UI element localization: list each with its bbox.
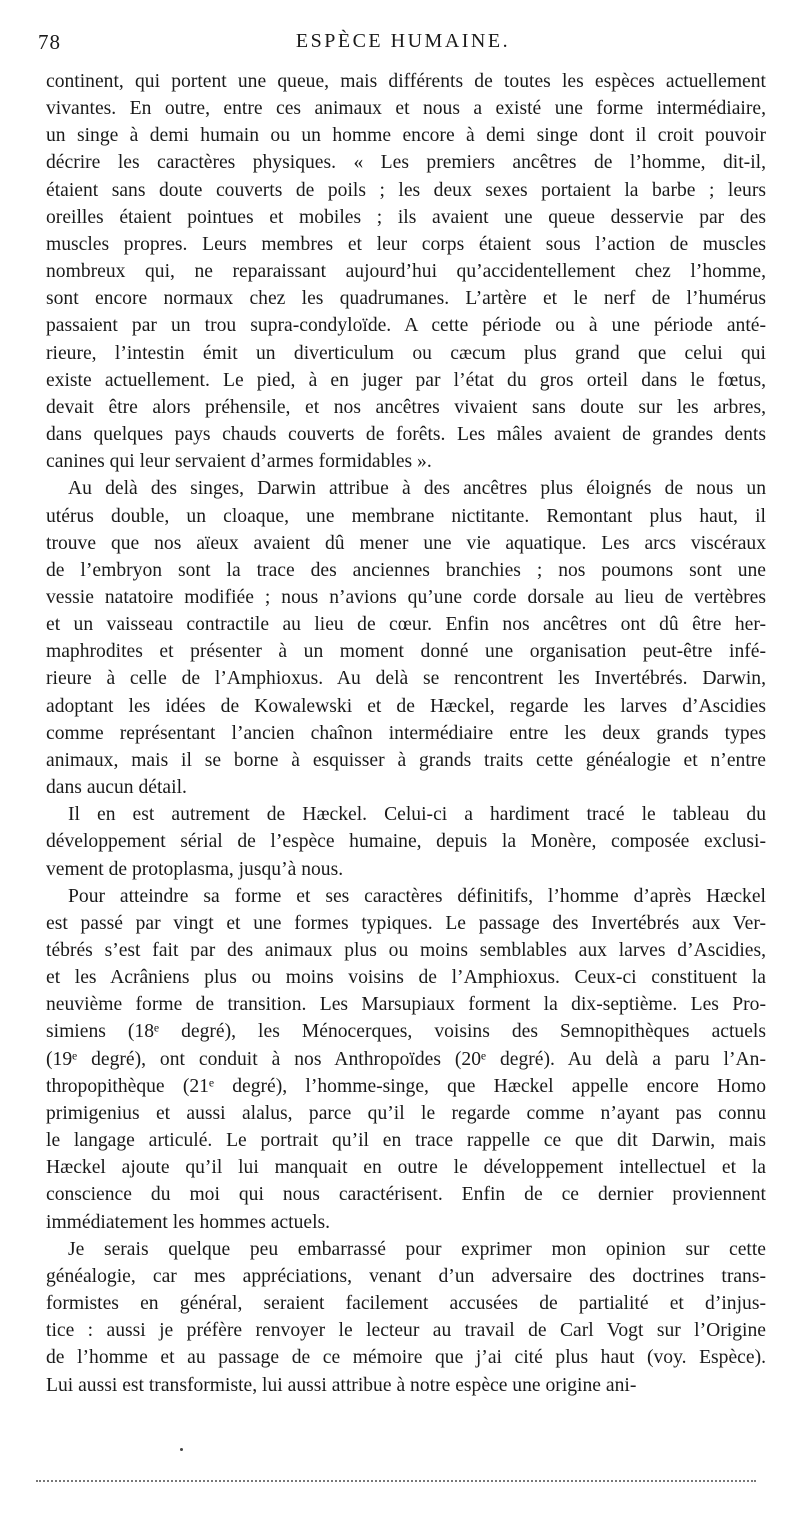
text-line: Lui aussi est transformiste, lui aussi attribue à notre espèce une origine ani- [46,1374,637,1396]
text-line: immédiatement les hommes actuels. [46,1211,331,1233]
text-line: vessie natatoire modifiée ; nous n’avions qu’une corde dorsale au lieu de vertèbres [46,586,766,608]
paragraph [46,883,766,1236]
text-line: nombreux qui, ne reparaissant aujourd’hui qu’accidentellement chez l’homme, [46,261,766,283]
ink-dot [180,1448,183,1451]
text-line: simiens (18ᵉ degré), les Ménocerques, voisins des Semnopithèques actuels [46,1021,766,1043]
text-line: tice : aussi je préfère renvoyer le lecteur au travail de Carl Vogt sur l’Origine [46,1320,766,1342]
text-line: dans quelques pays chauds couverts de forêts. Les mâles avaient de grandes dents [46,424,766,446]
paragraph [46,475,766,801]
text-line: un singe à demi humain ou un homme encore à demi singe dont il croit pouvoir [46,125,766,147]
running-title: ESPÈCE HUMAINE. [295,30,511,52]
text-line: vement de protoplasma, jusqu’à nous. [46,858,344,880]
text-line: est passé par vingt et une formes typiques. Le passage des Invertébrés aux Ver- [46,912,766,934]
text-line: rieure, l’intestin émit un diverticulum ou cæcum plus grand que celui qui [46,342,766,364]
body-text [46,68,766,1399]
text-line: le langage articulé. Le portrait qu’il en trace rappelle ce que dit Darwin, mais [46,1130,766,1152]
paragraph [46,1236,766,1399]
text-line: oreilles étaient pointues et mobiles ; ils avaient une queue desservie par des [46,206,766,228]
text-line: continent, qui portent une queue, mais différents de toutes les espèces actuellement [46,71,766,92]
text-line: développement sérial de l’espèce humaine, depuis la Monère, composée exclusi- [46,831,766,853]
text-line: utérus double, un cloaque, une membrane nictitante. Remontant plus haut, il [46,505,766,527]
text-line: tébrés s’est fait par des animaux plus ou moins semblables aux larves d’Ascidies, [46,940,766,961]
text-line: thropopithèque (21ᵉ degré), l’homme-singe, que Hæckel appelle encore Homo [46,1075,766,1097]
text-line: vivantes. En outre, entre ces animaux et nous a existé une forme intermédiaire, [46,98,766,120]
text-line: décrire les caractères physiques. « Les premiers ancêtres de l’homme, dit-il, [46,152,766,174]
text-line: formistes en général, seraient facilement accusées de partialité et d’injus- [46,1293,766,1315]
text-line: Pour atteindre sa forme et ses caractères définitifs, l’homme d’après Hæckel [68,885,766,907]
text-line: dans aucun détail. [46,777,187,799]
text-line: adoptant les idées de Kowalewski et de Hæckel, regarde les larves d’Ascidies [46,695,766,717]
page-header [38,30,768,60]
text-line: généalogie, car mes appréciations, venant d’un adversaire des doctrines trans- [46,1265,766,1287]
text-line: muscles propres. Leurs membres et leur corps étaient sous l’action de muscles [46,233,766,255]
text-line: comme représentant l’ancien chaînon intermédiaire entre les deux grands types [46,722,766,744]
text-line: étaient sans doute couverts de poils ; les deux sexes portaient la barbe ; leurs [46,179,766,201]
text-line: canines qui leur servaient d’armes formidables ». [46,451,432,473]
text-line: sont encore normaux chez les quadrumanes. L’artère et le nerf de l’humérus [46,288,766,310]
text-line: neuvième forme de transition. Les Marsupiaux forment la dix-septième. Les Pro- [46,994,766,1016]
text-line: rieure à celle de l’Amphioxus. Au delà se rencontrent les Invertébrés. Darwin, [46,668,766,690]
text-line: (19ᵉ degré), ont conduit à nos Anthropoïdes (20ᵉ degré). Au delà a paru l’An- [46,1048,766,1070]
text-line: et les Acrâniens plus ou moins voisins de l’Amphioxus. Ceux-ci constituent la [46,967,766,989]
text-line: passaient par un trou supra-condyloïde. A cette période ou à une période anté- [46,315,766,337]
text-line: conscience du moi qui nous caractérisent. Enfin de ce dernier proviennent [46,1184,766,1206]
paragraph [46,801,766,882]
page-number: 78 [38,30,61,54]
bottom-dotted-rule [36,1480,756,1482]
text-line: primigenius et aussi alalus, parce qu’il le regarde comme n’ayant pas connu [46,1102,766,1124]
text-line: et un vaisseau contractile au lieu de cœur. Enfin nos ancêtres ont dû être her- [46,614,766,636]
text-line: Je serais quelque peu embarrassé pour exprimer mon opinion sur cette [68,1238,766,1260]
text-line: maphrodites et présenter à un moment donné une organisation peut-être infé- [46,641,766,663]
paragraph [46,68,766,475]
text-line: Au delà des singes, Darwin attribue à des ancêtres plus éloignés de nous un [68,478,766,500]
text-line: Hæckel ajoute qu’il lui manquait en outre le développement intellectuel et la [46,1157,766,1179]
text-line: existe actuellement. Le pied, à en juger par l’état du gros orteil dans le fœtus, [46,369,766,391]
text-line: Il en est autrement de Hæckel. Celui-ci a hardiment tracé le tableau du [68,804,766,826]
text-line: de l’homme et au passage de ce mémoire que j’ai cité plus haut (voy. Espèce). [46,1347,766,1369]
text-line: animaux, mais il se borne à esquisser à grands traits cette généalogie et n’entre [46,749,766,771]
text-line: de l’embryon sont la trace des anciennes branchies ; nos poumons sont une [46,559,766,581]
text-line: devait être alors préhensile, et nos ancêtres vivaient sans doute sur les arbres, [46,396,766,418]
text-line: trouve que nos aïeux avaient dû mener une vie aquatique. Les arcs viscéraux [46,532,766,554]
